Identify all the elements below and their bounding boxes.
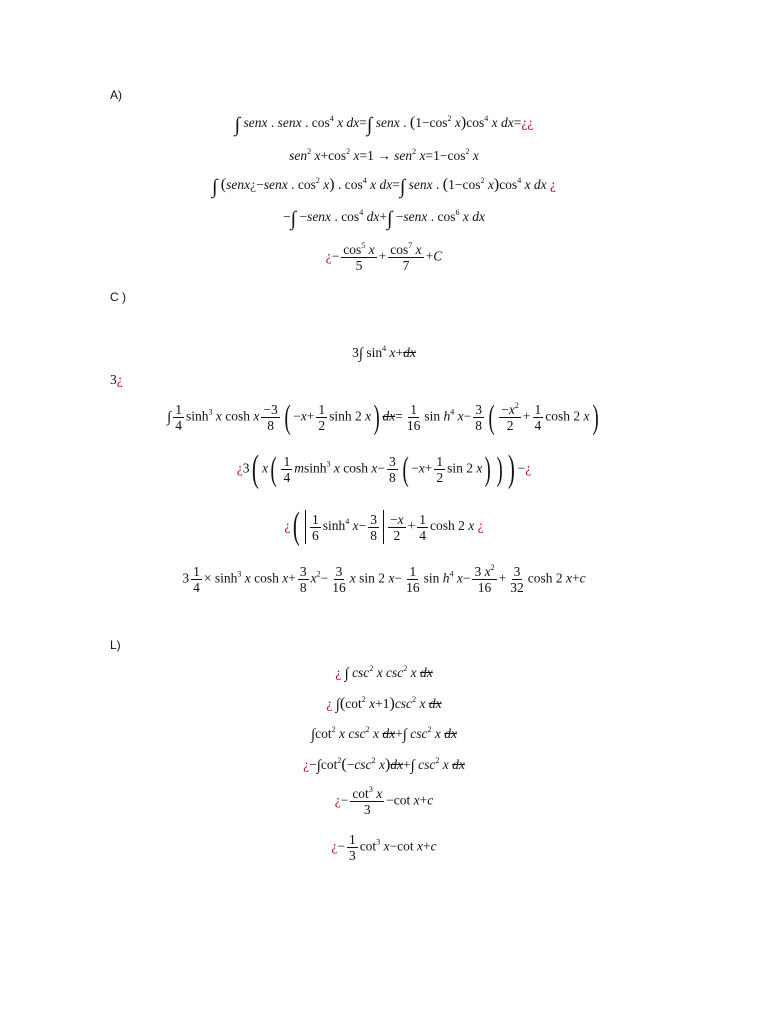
equation-l5: ¿− $\frac{\cot^3 x}{3}$ −cot x+c [334,785,434,817]
equation-c1: 3∫ $\sin^4 x+dx$ [352,344,416,362]
equation-a1: ∫ senx . senx . $\cos^4 x$ dx=∫ senx . ($1-\cos^2$ $x)\cos^4$ x dx=¿¿ [234,114,534,136]
equation-a3: ∫ (senx¿−senx . $\cos^2 x$) . $\cos^4 x$ dx=∫ senx . ($1-\cos^2$ $x)\cos^4$ x dx ¿ [211,176,557,198]
error-glyph: ¿ [335,665,342,680]
error-glyph: ¿ [550,177,557,192]
section-label-a: A) [110,88,122,102]
error-glyph: ¿ [325,248,332,264]
section-label-l: L) [110,638,121,652]
error-glyph: ¿ [326,696,333,711]
error-glyph: ¿ [334,792,341,808]
error-glyph: ¿ [525,460,532,476]
equation-l6: ¿− $\frac{1}{3}$ $\cot^3 x-\cot$ x+c [331,832,437,863]
error-glyph: ¿ [284,518,291,534]
equation-l1: ¿ ∫ $\csc^2 x$ $\csc^2 x$ dx [335,664,433,682]
error-glyph: ¿ [116,372,123,387]
equation-l4: ¿$-\int\cot^2(-\csc^2$ x)dx+∫ $\csc^2 x$ dx [303,756,465,774]
equation-c3: ∫ $\frac{1}{4}$ $\sinh^3 x$ cosh x $\frac{-3}{8}$ ( −x+ $\frac{1}{2}$ sinh 2 x) dx= $\frac{1}{16}$ $\sin h^4$ x− $\frac{3}{8}$ ( $\frac{-x^2}{2}$ + $\frac{1}{4}$ cosh 2 x) [167,398,599,436]
equation-a2: sen$^2$ $x+\cos^2$ x=1 → sen$^2$ $x=1-\cos^2$ x [289,147,479,163]
error-glyph: ¿ [250,177,257,192]
error-glyph: ¿ [477,518,484,534]
equation-c5: ¿( $\frac{1}{6}$ $\sinh^4 x-$ $\frac{3}{8}$ $\frac{-x}{2}$ + $\frac{1}{4}$ cosh 2 x ¿ [284,505,484,548]
error-glyph: ¿¿ [521,115,534,130]
equation-l2: ¿ $\int(\cot^2$ $x+1)\csc^2$ x dx [326,695,442,713]
section-label-c: C ) [110,290,126,304]
error-glyph: ¿ [331,838,338,854]
equation-c4: ¿3( x( $\frac{1}{4}$ msinh$^3$ x cosh x− $\frac{3}{8}$ ( −x+ $\frac{1}{2}$ sin 2 x) ) ) −¿ [236,447,532,490]
equation-c6: 3 $\frac{1}{4}$ × $\sinh^3 x$ cosh x+ $\frac{3}{8}$ $x^2-$ $\frac{3}{16}$ x sin 2 x− $\frac{1}{16}$ $\sin h^4$ x− $\frac{3 x^2}{16}$ + $\frac{3}{32}$ cosh 2 x+c [182,563,586,595]
error-glyph: ¿ [303,757,310,772]
equation-l3: $\int\cot^2$ x $\csc^2 x$ dx+∫ $\csc^2 x$ dx [311,725,457,743]
equation-c2: 3¿ [110,372,123,387]
error-glyph: ¿ [236,460,243,476]
arrow-symbol: → [377,148,391,163]
equation-a4: −∫ −senx . $\cos^4 dx+\int$ −senx . $\cos^6 x$ dx [282,208,486,230]
equation-a5: ¿− $\frac{\cos^5 x}{5}$ + $\frac{\cos^7 x}{7}$ +C [325,241,443,273]
